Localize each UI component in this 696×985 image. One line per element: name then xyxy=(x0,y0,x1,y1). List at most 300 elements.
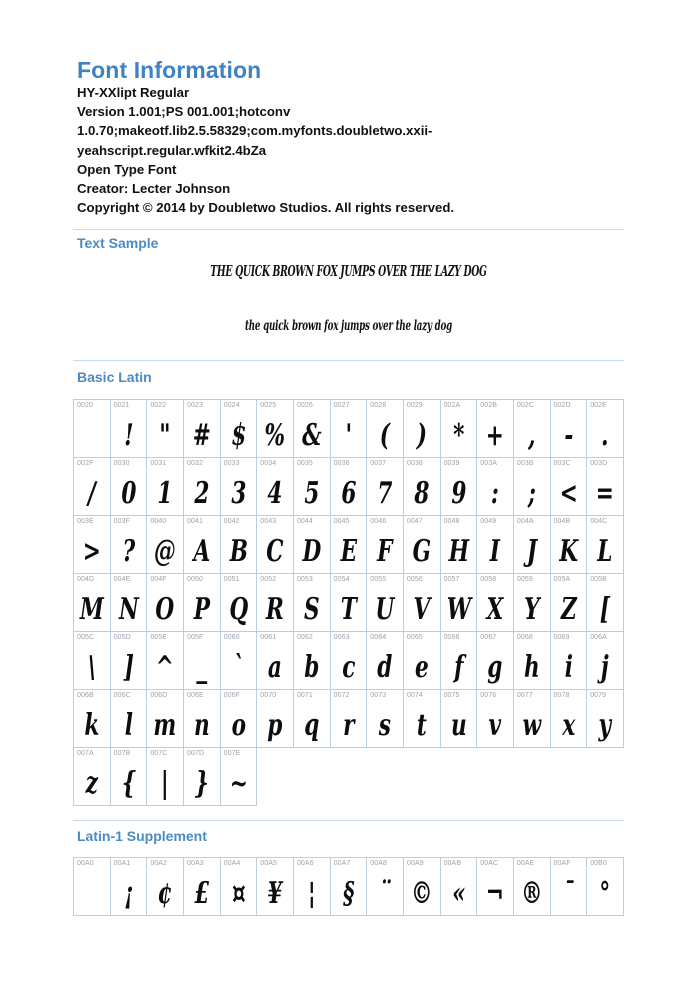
glyph-cell xyxy=(587,516,624,574)
codepoint-label: 003B xyxy=(516,460,534,467)
glyph: Z xyxy=(560,592,577,627)
glyph: ¯ xyxy=(562,876,574,911)
codepoint-label: 0072 xyxy=(333,692,350,699)
glyph-cell xyxy=(74,748,111,806)
glyph: ^ xyxy=(156,650,175,685)
glyph-cell xyxy=(551,574,588,632)
glyph: ( xyxy=(379,418,391,453)
glyph-cell xyxy=(221,748,258,806)
codepoint-label: 003A xyxy=(480,460,497,467)
glyph-cell xyxy=(587,458,624,516)
glyph: & xyxy=(302,418,322,453)
codepoint-label: 007A xyxy=(77,750,94,757)
codepoint-label: 0063 xyxy=(333,634,350,641)
glyph: M xyxy=(79,592,104,627)
glyph: ' xyxy=(345,418,352,453)
codepoint-label: 006B xyxy=(77,692,94,699)
glyph-cell xyxy=(294,400,331,458)
codepoint-label: 0056 xyxy=(406,576,423,583)
codepoint-label: 0049 xyxy=(480,518,497,525)
glyph: [ xyxy=(599,592,611,627)
glyph: < xyxy=(559,476,578,511)
font-type: Open Type Font xyxy=(77,161,177,177)
codepoint-label: 0078 xyxy=(553,692,570,699)
glyph-cell xyxy=(294,858,331,916)
glyph: ! xyxy=(123,418,134,453)
glyph-cell xyxy=(477,632,514,690)
glyph: £ xyxy=(194,876,210,911)
glyph-cell xyxy=(477,458,514,516)
glyph-cell xyxy=(331,574,368,632)
glyph-cell xyxy=(257,858,294,916)
glyph: N xyxy=(118,592,139,627)
codepoint-label: 005B xyxy=(590,576,607,583)
glyph-cell xyxy=(551,400,588,458)
glyph-cell xyxy=(111,632,148,690)
codepoint-label: 002F xyxy=(77,460,94,467)
glyph-cell xyxy=(184,748,221,806)
glyph: \ xyxy=(87,650,96,685)
glyph-cell xyxy=(74,858,111,916)
glyph-cell xyxy=(257,400,294,458)
glyph: 0 xyxy=(120,476,136,511)
glyph: g xyxy=(487,650,503,685)
glyph-cell xyxy=(441,632,478,690)
glyph-cell xyxy=(404,516,441,574)
glyph: P xyxy=(193,592,210,627)
glyph-cell xyxy=(551,458,588,516)
codepoint-label: 004F xyxy=(150,576,167,583)
glyph-cell xyxy=(331,632,368,690)
glyph-cell xyxy=(367,858,404,916)
glyph-cell xyxy=(331,516,368,574)
glyph: R xyxy=(266,592,285,627)
codepoint-label: 0055 xyxy=(370,576,387,583)
glyph: Q xyxy=(229,592,248,627)
page-title: Font Information xyxy=(77,57,262,83)
font-version-line-3: yeahscript.regular.wfkit2.4bZa xyxy=(77,142,267,158)
codepoint-label: 003C xyxy=(553,460,571,467)
glyph: k xyxy=(84,708,100,743)
glyph: / xyxy=(87,476,96,511)
glyph-cell xyxy=(184,858,221,916)
glyph-cell xyxy=(477,516,514,574)
codepoint-label: 003F xyxy=(113,518,131,525)
glyph: 4 xyxy=(267,476,283,511)
codepoint-label: 0029 xyxy=(406,402,423,409)
glyph-cell xyxy=(331,690,368,748)
codepoint-label: 0048 xyxy=(443,518,460,525)
glyph: ? xyxy=(122,534,135,569)
glyph: _ xyxy=(196,650,208,685)
codepoint-label: 005E xyxy=(150,634,168,641)
glyph: 8 xyxy=(414,476,430,511)
glyph-cell xyxy=(367,516,404,574)
glyph-cell xyxy=(147,858,184,916)
glyph-cell xyxy=(74,690,111,748)
codepoint-label: 006E xyxy=(186,692,204,699)
glyph-cell xyxy=(221,574,258,632)
codepoint-label: 0054 xyxy=(333,576,350,583)
glyph-cell xyxy=(257,574,294,632)
glyph: 6 xyxy=(340,476,356,511)
glyph: j xyxy=(601,650,609,685)
glyph-cell xyxy=(441,516,478,574)
glyph: H xyxy=(448,534,469,569)
glyph-cell xyxy=(184,400,221,458)
glyph-cell xyxy=(587,574,624,632)
codepoint-label: 0045 xyxy=(333,518,350,525)
glyph-cell xyxy=(294,574,331,632)
glyph-cell xyxy=(477,858,514,916)
codepoint-label: 0057 xyxy=(443,576,460,583)
glyph: V xyxy=(413,592,431,627)
divider xyxy=(73,820,624,821)
section-heading-basic-latin: Basic Latin xyxy=(77,369,152,385)
codepoint-label: 002D xyxy=(553,402,571,409)
codepoint-label: 00A2 xyxy=(150,860,168,867)
glyph-cell xyxy=(441,458,478,516)
glyph-cell xyxy=(184,690,221,748)
glyph-cell xyxy=(147,400,184,458)
codepoint-label: 0037 xyxy=(370,460,387,467)
glyph-cell xyxy=(111,858,148,916)
glyph-cell xyxy=(331,858,368,916)
glyph-cell xyxy=(514,458,551,516)
glyph-cell xyxy=(74,458,111,516)
section-heading-text-sample: Text Sample xyxy=(77,235,159,251)
glyph: ° xyxy=(599,876,611,911)
glyph: f xyxy=(453,650,464,685)
codepoint-label: 0051 xyxy=(223,576,240,583)
codepoint-label: 0026 xyxy=(296,402,313,409)
codepoint-label: 00AF xyxy=(553,860,571,867)
glyph: z xyxy=(85,766,98,801)
codepoint-label: 002E xyxy=(590,402,607,409)
glyph: > xyxy=(82,534,101,569)
glyph: 5 xyxy=(304,476,320,511)
glyph: « xyxy=(451,876,466,911)
codepoint-label: 007B xyxy=(113,750,131,757)
glyph: , xyxy=(527,418,536,453)
codepoint-label: 005C xyxy=(77,634,95,641)
codepoint-label: 007E xyxy=(223,750,241,757)
glyph-cell xyxy=(404,632,441,690)
codepoint-label: 00AB xyxy=(443,860,462,867)
sample-lowercase: the quick brown fox jumps over the lazy dog xyxy=(244,318,453,334)
codepoint-label: 0032 xyxy=(186,460,203,467)
codepoint-label: 004E xyxy=(113,576,131,583)
glyph-cell xyxy=(221,516,258,574)
glyph: | xyxy=(161,766,170,801)
glyph-cell xyxy=(184,574,221,632)
glyph-cell xyxy=(441,858,478,916)
codepoint-label: 0058 xyxy=(480,576,497,583)
glyph-cell xyxy=(477,690,514,748)
glyph-cell xyxy=(367,458,404,516)
glyph: @ xyxy=(154,534,176,569)
glyph-cell xyxy=(514,516,551,574)
codepoint-label: 0079 xyxy=(590,692,607,699)
glyph-cell xyxy=(184,516,221,574)
glyph-cell xyxy=(514,690,551,748)
glyph: d xyxy=(377,650,393,685)
codepoint-label: 00B0 xyxy=(590,860,607,867)
codepoint-label: 0046 xyxy=(370,518,387,525)
codepoint-label: 006C xyxy=(113,692,131,699)
codepoint-label: 0073 xyxy=(370,692,387,699)
glyph-cell xyxy=(404,458,441,516)
codepoint-label: 0062 xyxy=(296,634,313,641)
codepoint-label: 0043 xyxy=(260,518,277,525)
glyph-cell xyxy=(514,858,551,916)
glyph-cell xyxy=(221,690,258,748)
glyph: E xyxy=(340,534,357,569)
glyph: U xyxy=(375,592,395,627)
codepoint-label: 0071 xyxy=(296,692,313,699)
codepoint-label: 00A3 xyxy=(186,860,204,867)
glyph: t xyxy=(416,708,427,743)
divider xyxy=(73,360,624,361)
glyph: $ xyxy=(230,418,246,453)
font-copyright: Copyright © 2014 by Doubletwo Studios. All rights reserved. xyxy=(77,200,455,216)
glyph: v xyxy=(488,708,502,743)
codepoint-label: 004B xyxy=(553,518,571,525)
codepoint-label: 0075 xyxy=(443,692,460,699)
glyph: i xyxy=(564,650,573,685)
codepoint-label: 007D xyxy=(186,750,205,757)
glyph: ) xyxy=(416,418,427,453)
glyph: Y xyxy=(523,592,540,627)
codepoint-label: 00AE xyxy=(516,860,535,867)
codepoint-label: 00A9 xyxy=(406,860,424,867)
glyph: q xyxy=(304,708,320,743)
glyph: ® xyxy=(520,876,543,911)
codepoint-label: 0064 xyxy=(370,634,387,641)
glyph: T xyxy=(340,592,357,627)
font-version-line-2: 1.0.70;makeotf.lib2.5.58329;com.myfonts.doubletwo.xxii- xyxy=(77,123,433,139)
glyph: h xyxy=(523,650,540,685)
glyph: 9 xyxy=(450,476,466,511)
glyph-cell xyxy=(147,516,184,574)
glyph: ] xyxy=(123,650,134,685)
glyph-cell xyxy=(294,458,331,516)
codepoint-label: 003D xyxy=(590,460,608,467)
codepoint-label: 0066 xyxy=(443,634,460,641)
glyph: r xyxy=(342,708,355,743)
glyph: n xyxy=(193,708,210,743)
glyph-cell xyxy=(587,690,624,748)
glyph: = xyxy=(595,476,615,511)
glyph: D xyxy=(302,534,322,569)
glyph-cell xyxy=(257,690,294,748)
codepoint-label: 0025 xyxy=(260,402,277,409)
glyph-cell xyxy=(404,858,441,916)
codepoint-label: 0027 xyxy=(333,402,350,409)
glyph-cell xyxy=(111,400,148,458)
glyph-cell xyxy=(74,574,111,632)
glyph-cell xyxy=(551,632,588,690)
sample-uppercase: THE QUICK BROWN FOX JUMPS OVER THE LAZY DOG xyxy=(210,262,487,280)
codepoint-label: 0077 xyxy=(516,692,533,699)
glyph-cell xyxy=(404,400,441,458)
glyph: © xyxy=(410,876,433,911)
codepoint-label: 0076 xyxy=(480,692,497,699)
glyph-cell xyxy=(147,574,184,632)
glyph-cell xyxy=(477,574,514,632)
glyph-cell xyxy=(111,574,148,632)
codepoint-label: 00A0 xyxy=(77,860,94,867)
glyph-cell xyxy=(221,858,258,916)
glyph: ¢ xyxy=(157,876,173,911)
glyph: s xyxy=(378,708,392,743)
codepoint-label: 0040 xyxy=(150,518,167,525)
glyph: { xyxy=(121,766,136,801)
codepoint-label: 0034 xyxy=(260,460,277,467)
glyph: § xyxy=(342,876,355,911)
glyph: } xyxy=(194,766,209,801)
font-version-line-1: Version 1.001;PS 001.001;hotconv xyxy=(77,104,291,120)
codepoint-label: 004D xyxy=(77,576,95,583)
codepoint-label: 0068 xyxy=(516,634,533,641)
glyph-cell xyxy=(74,400,111,458)
codepoint-label: 0042 xyxy=(223,518,240,525)
glyph: 7 xyxy=(377,476,393,511)
codepoint-label: 0069 xyxy=(553,634,570,641)
glyph-cell xyxy=(441,400,478,458)
codepoint-label: 0050 xyxy=(186,576,203,583)
divider xyxy=(73,229,624,230)
glyph-cell xyxy=(147,632,184,690)
glyph-cell xyxy=(367,574,404,632)
glyph: 1 xyxy=(157,476,173,511)
codepoint-label: 0052 xyxy=(260,576,277,583)
glyph: S xyxy=(303,592,320,627)
glyph: ¥ xyxy=(267,876,283,911)
glyph: a xyxy=(268,650,283,685)
glyph: y xyxy=(598,708,612,743)
codepoint-label: 00A7 xyxy=(333,860,351,867)
glyph-cell xyxy=(257,632,294,690)
glyph-grid-latin-1 xyxy=(73,857,624,916)
codepoint-label: 0060 xyxy=(223,634,240,641)
glyph-cell xyxy=(331,400,368,458)
codepoint-label: 0035 xyxy=(296,460,313,467)
glyph-cell xyxy=(587,400,624,458)
codepoint-label: 0038 xyxy=(406,460,423,467)
codepoint-label: 004C xyxy=(590,518,608,525)
codepoint-label: 0023 xyxy=(186,402,203,409)
glyph-cell xyxy=(111,458,148,516)
codepoint-label: 005D xyxy=(113,634,131,641)
glyph-cell xyxy=(514,400,551,458)
glyph: ¡ xyxy=(123,876,134,911)
codepoint-label: 004A xyxy=(516,518,534,525)
codepoint-label: 006A xyxy=(590,634,607,641)
codepoint-label: 00AC xyxy=(480,860,499,867)
glyph: - xyxy=(563,418,573,453)
codepoint-label: 00A6 xyxy=(296,860,314,867)
glyph: u xyxy=(450,708,467,743)
codepoint-label: 002A xyxy=(443,402,461,409)
glyph-cell xyxy=(404,690,441,748)
glyph-cell xyxy=(587,858,624,916)
glyph: 3 xyxy=(230,476,246,511)
glyph: X xyxy=(486,592,504,627)
font-info xyxy=(77,83,617,217)
glyph-cell xyxy=(331,458,368,516)
glyph: # xyxy=(192,418,211,453)
glyph: x xyxy=(561,708,575,743)
glyph: ¨ xyxy=(379,876,391,911)
glyph-cell xyxy=(367,400,404,458)
glyph-cell xyxy=(74,632,111,690)
codepoint-label: 0070 xyxy=(260,692,277,699)
codepoint-label: 0065 xyxy=(406,634,423,641)
glyph: ¤ xyxy=(231,876,246,911)
codepoint-label: 007C xyxy=(150,750,168,757)
glyph: ¦ xyxy=(307,876,316,911)
glyph: F xyxy=(377,534,393,569)
codepoint-label: 0041 xyxy=(186,518,203,525)
codepoint-label: 0047 xyxy=(406,518,423,525)
glyph: O xyxy=(155,592,175,627)
glyph: ; xyxy=(527,476,536,511)
glyph: % xyxy=(264,418,286,453)
glyph-cell xyxy=(294,516,331,574)
codepoint-label: 005A xyxy=(553,576,571,583)
codepoint-label: 0039 xyxy=(443,460,460,467)
glyph: J xyxy=(526,534,537,569)
glyph-cell xyxy=(441,690,478,748)
glyph: + xyxy=(485,418,505,453)
glyph-grid-basic-latin xyxy=(73,399,624,806)
glyph: p xyxy=(267,708,283,743)
codepoint-label: 003E xyxy=(77,518,94,525)
codepoint-label: 006F xyxy=(223,692,240,699)
glyph: C xyxy=(266,534,284,569)
glyph: b xyxy=(304,650,320,685)
codepoint-label: 0053 xyxy=(296,576,313,583)
codepoint-label: 00A5 xyxy=(260,860,278,867)
codepoint-label: 0036 xyxy=(333,460,350,467)
codepoint-label: 0031 xyxy=(150,460,167,467)
glyph-cell xyxy=(111,748,148,806)
glyph-cell xyxy=(111,516,148,574)
glyph: ~ xyxy=(229,766,248,801)
glyph: c xyxy=(341,650,356,685)
glyph-cell xyxy=(74,516,111,574)
glyph-cell xyxy=(147,458,184,516)
glyph-cell xyxy=(367,690,404,748)
glyph: w xyxy=(522,708,541,743)
glyph-cell xyxy=(221,458,258,516)
glyph-cell xyxy=(221,632,258,690)
glyph: G xyxy=(412,534,431,569)
codepoint-label: 0030 xyxy=(113,460,130,467)
codepoint-label: 0028 xyxy=(370,402,387,409)
codepoint-label: 002C xyxy=(516,402,535,409)
glyph: 2 xyxy=(194,476,210,511)
glyph: : xyxy=(491,476,500,511)
glyph-cell xyxy=(514,632,551,690)
glyph-cell xyxy=(111,690,148,748)
glyph-cell xyxy=(551,516,588,574)
glyph-cell xyxy=(587,632,624,690)
codepoint-label: 00A4 xyxy=(223,860,241,867)
glyph-cell xyxy=(221,400,258,458)
codepoint-label: 0022 xyxy=(150,402,167,409)
